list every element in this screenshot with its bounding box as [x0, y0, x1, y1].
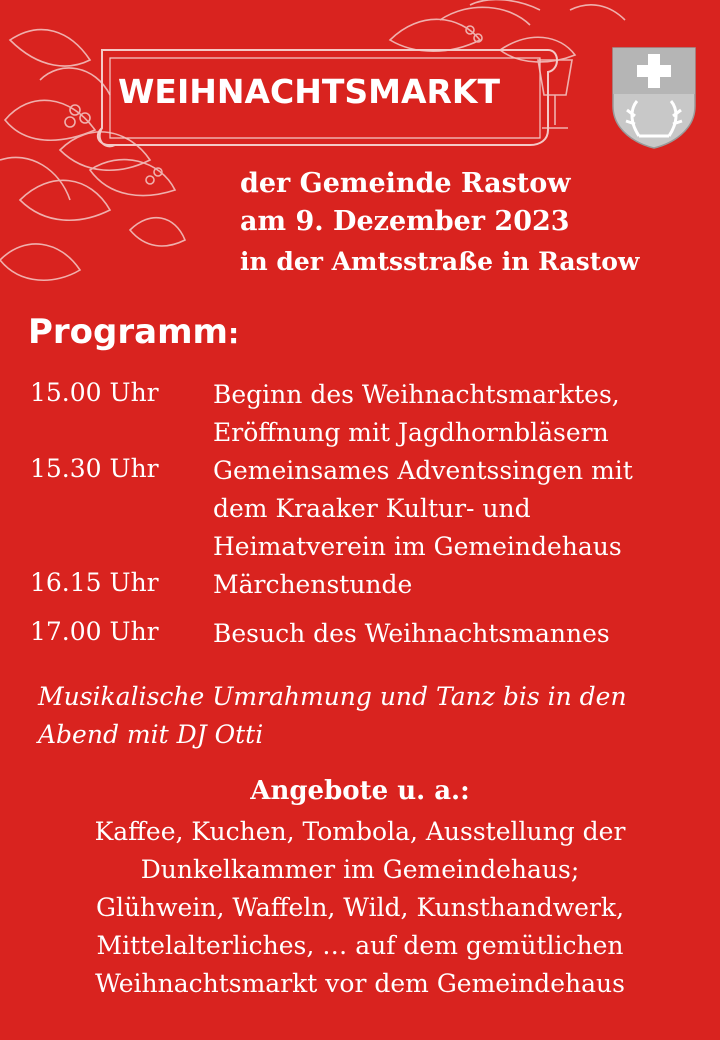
program-time-1: 15.00 Uhr — [30, 378, 159, 407]
music-line: Musikalische Umrahmung und Tanz bis in den — [38, 682, 627, 711]
program-description-1 — [213, 376, 620, 452]
program-description-line: Märchenstunde — [213, 570, 413, 599]
offers-line: Glühwein, Waffeln, Wild, Kunsthandwerk, — [95, 893, 625, 922]
offers-line: Dunkelkammer im Gemeindehaus; — [140, 855, 580, 884]
offers-list — [40, 813, 680, 1003]
banner-title: WEIHNACHTSMARKT — [118, 72, 500, 111]
program-description-2 — [213, 452, 633, 566]
program-description-line: Eröffnung mit Jagdhornbläsern — [213, 418, 609, 447]
offers-line: Weihnachtsmarkt vor dem Gemeindehaus — [95, 969, 625, 998]
program-description-line: Beginn des Weihnachtsmarktes, — [213, 380, 620, 409]
subtitle-location: in der Amtsstraße in Rastow — [240, 247, 640, 276]
coat-of-arms-crest — [611, 46, 697, 150]
program-heading — [28, 312, 239, 352]
program-description-3 — [213, 566, 412, 604]
program-heading-text: Programm — [28, 312, 228, 352]
program-description-4 — [213, 615, 610, 653]
program-description-line: dem Kraaker Kultur- und — [213, 494, 531, 523]
program-time-3: 16.15 Uhr — [30, 568, 159, 597]
offers-line: Mittelalterliches, … auf dem gemütlichen — [96, 931, 624, 960]
music-note — [38, 678, 698, 754]
subtitle-municipality: der Gemeinde Rastow — [240, 168, 571, 199]
program-description-line: Besuch des Weihnachtsmannes — [213, 619, 610, 648]
offers-line: Kaffee, Kuchen, Tombola, Ausstellung der — [94, 817, 626, 846]
subtitle-date: am 9. Dezember 2023 — [240, 206, 570, 237]
program-time-4: 17.00 Uhr — [30, 617, 159, 646]
music-line: Abend mit DJ Otti — [38, 720, 264, 749]
offers-title: Angebote u. a.: — [250, 776, 470, 806]
program-description-line: Gemeinsames Adventssingen mit — [213, 456, 633, 485]
program-description-line: Heimatverein im Gemeindehaus — [213, 532, 622, 561]
program-time-2: 15.30 Uhr — [30, 454, 159, 483]
program-heading-colon: : — [227, 317, 240, 350]
